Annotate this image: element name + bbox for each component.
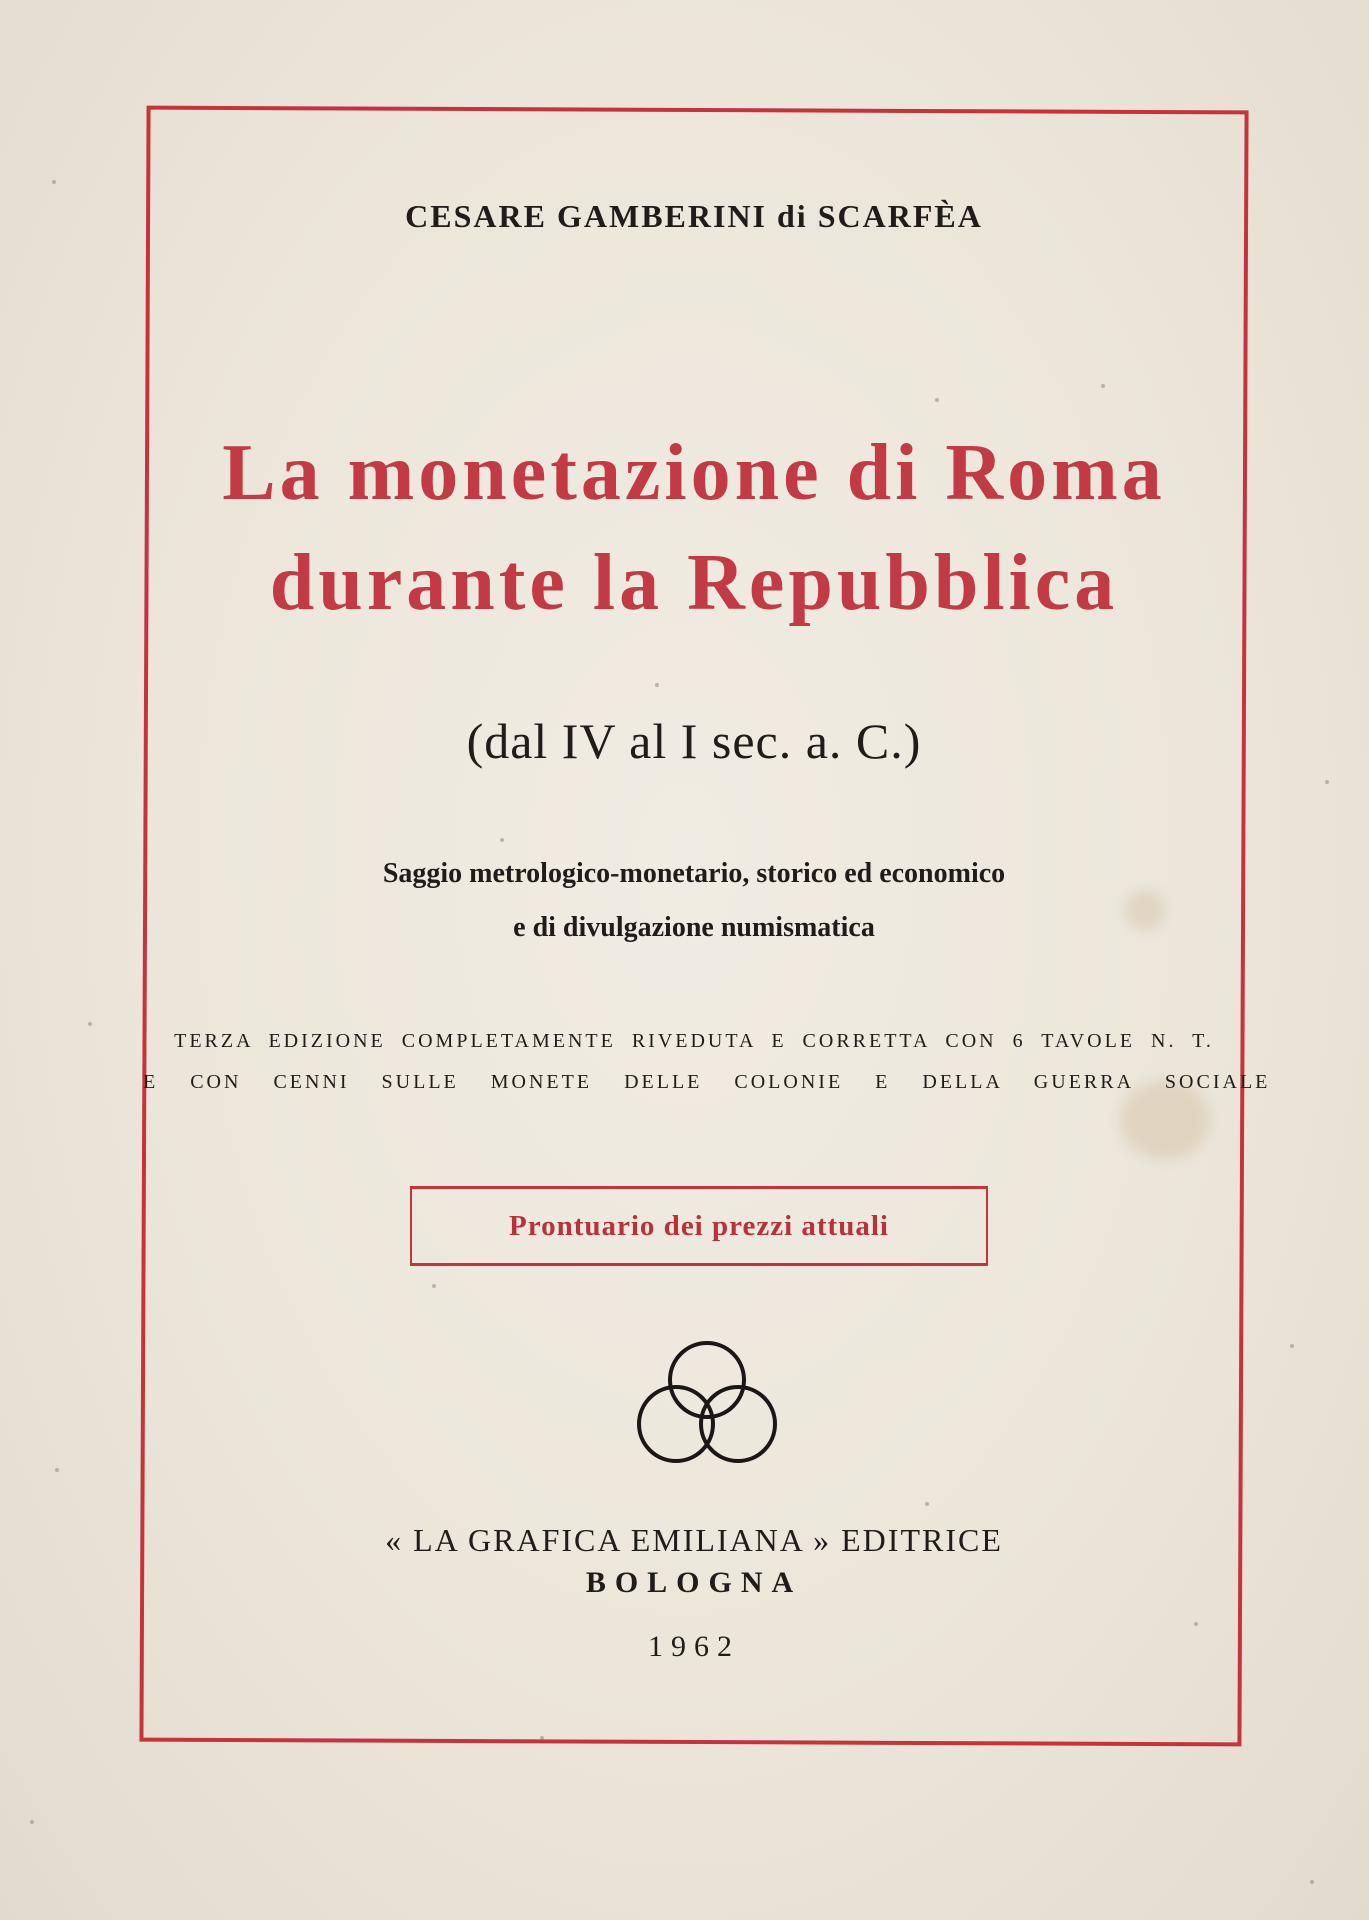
paper-speck <box>88 1022 92 1026</box>
price-list-box <box>410 1186 988 1266</box>
description-line-2: e di divulgazione numismatica <box>513 912 875 943</box>
edition-note-line-1: TERZA EDIZIONE COMPLETAMENTE RIVEDUTA E CORRETTA CON 6 TAVOLE N. T. <box>174 1030 1214 1052</box>
description-line-1: Saggio metrologico-monetario, storico ed economico <box>382 858 1006 889</box>
paper-speck <box>1290 1344 1294 1348</box>
publisher-name: « LA GRAFICA EMILIANA » EDITRICE <box>385 1522 1003 1558</box>
paper-speck <box>52 180 56 184</box>
three-interlocking-rings-icon <box>633 1336 781 1468</box>
paper-speck <box>1310 1880 1314 1884</box>
book-title-line-2: durante la Repubblica <box>269 539 1119 627</box>
paper-speck <box>1325 780 1329 784</box>
publisher-city: BOLOGNA <box>585 1566 803 1599</box>
publication-year: 1962 <box>648 1630 740 1663</box>
paper-speck <box>55 1468 59 1472</box>
price-list-label: Prontuario dei prezzi attuali <box>509 1209 889 1242</box>
period-subtitle: (dal IV al I sec. a. C.) <box>466 713 922 769</box>
paper-speck <box>30 1820 34 1824</box>
edition-note-line-2: E CON CENNI SULLE MONETE DELLE COLONIE E DELLA GUERRA SOCIALE <box>143 1071 1271 1093</box>
author-name: CESARE GAMBERINI di SCARFÈA <box>405 198 983 234</box>
book-title-line-1: La monetazione di Roma <box>222 429 1166 517</box>
